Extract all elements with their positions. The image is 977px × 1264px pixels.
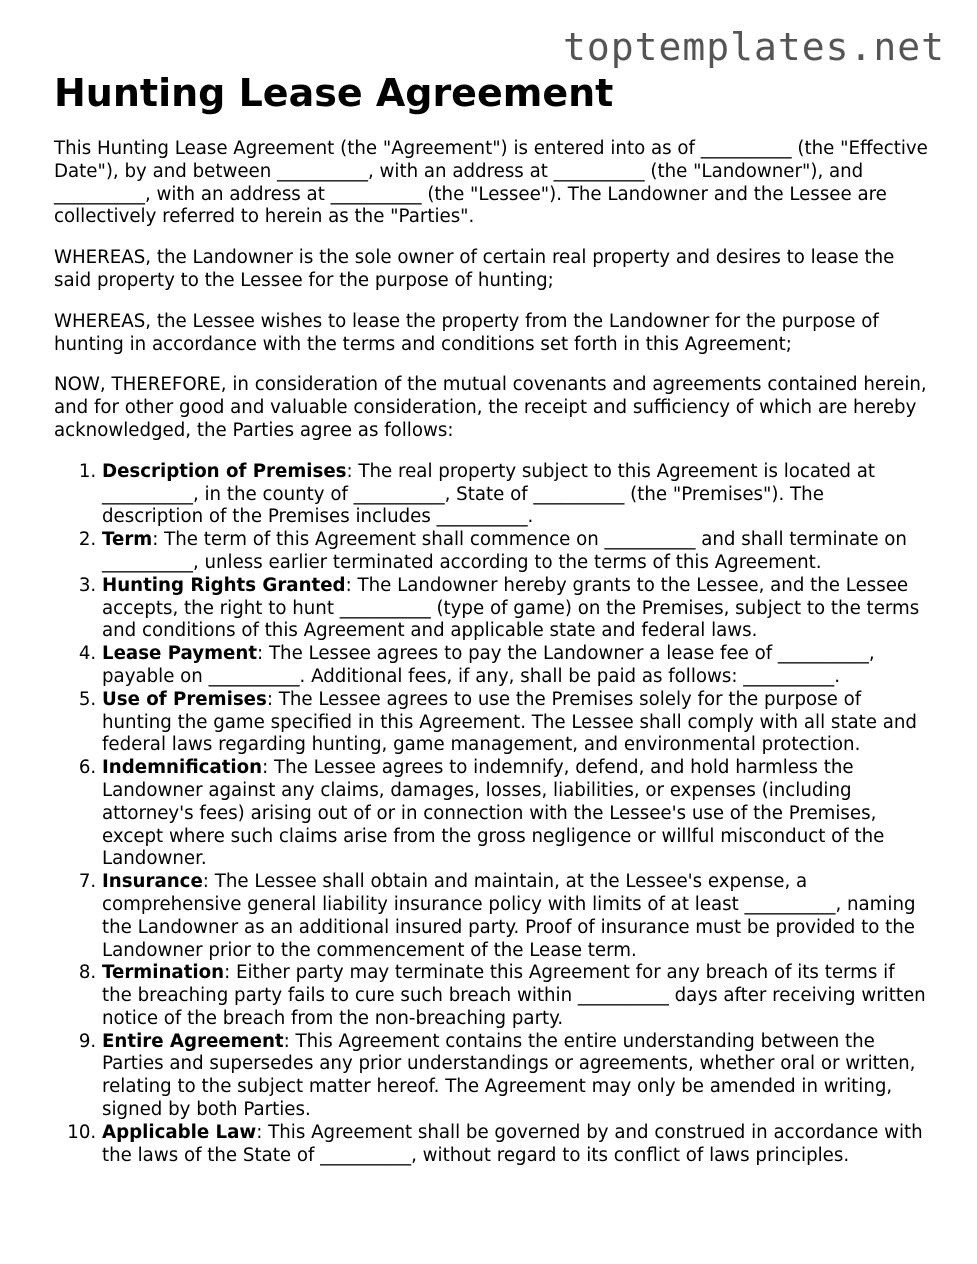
clause-item [102, 689, 930, 757]
clause-text: : This Agreement contains the entire understanding between the Parties and supersedes any prior understandings or agreements, whether oral or written, relating to the subject matter hereof. The Agreement may only be amended in writing, signed by both Parties. [102, 1030, 916, 1121]
clause-term: Indemnification [102, 757, 263, 779]
document-page [54, 70, 930, 1167]
clause-text: : The Lessee agrees to indemnify, defend, and hold harmless the Landowner against any claims, damages, losses, liabilities, or expenses (including attorney's fees) arising out of or in connection with the Lessee's use of the Premises, except where such claims arise from the gross negligence or willful misconduct of the Landowner. [102, 757, 885, 870]
clause-item [102, 461, 930, 529]
clause-item [102, 1031, 930, 1122]
clauses-list [54, 461, 930, 1168]
intro-paragraph: This Hunting Lease Agreement (the "Agreement") is entered into as of __________ (the "Effective Date"), by and between __________, with an address at __________ (the "Landowner"), and __________, with an address at __________ (the "Lessee"). The Landowner and the Lessee are collectively referred to herein as the "Parties". [54, 138, 928, 228]
clause-text: : The Lessee agrees to pay the Landowner a lease fee of __________, payable on __________. Additional fees, if any, shall be paid as follows: __________. [102, 643, 875, 687]
document-title: Hunting Lease Agreement [54, 71, 614, 115]
clause-term: Termination [102, 962, 225, 984]
clause-term: Use of Premises [102, 688, 267, 710]
clause-term: Lease Payment [102, 643, 258, 665]
clause-item [102, 1122, 930, 1168]
clause-item [102, 529, 930, 575]
clause-item [102, 871, 930, 962]
clause-term: Insurance [102, 871, 203, 893]
clause-term: Applicable Law [102, 1121, 257, 1143]
clause-item [102, 962, 930, 1030]
clause-item [102, 643, 930, 689]
clause-item [102, 757, 930, 871]
clause-text: : This Agreement shall be governed by and construed in accordance with the laws of the State of __________, without regard to its conflict of laws principles. [102, 1121, 923, 1166]
clause-item [102, 575, 930, 643]
now-therefore-paragraph: NOW, THEREFORE, in consideration of the mutual covenants and agreements contained herein, and for other good and valuable consideration, the receipt and sufficiency of which are hereby acknowledged, the Parties agree as follows: [54, 374, 927, 441]
clause-text: : The Lessee shall obtain and maintain, at the Lessee's expense, a comprehensive general liability insurance policy with limits of at least __________, naming the Landowner as an additional insured party. Proof of insurance must be provided to the Landowner prior to the commencement of the Lease term. [102, 871, 916, 961]
clause-term: Description of Premises [102, 460, 347, 482]
clause-text: : The Landowner hereby grants to the Lessee, and the Lessee accepts, the right to hunt __________ (type of game) on the Premises, subject to the terms and conditions of this Agreement and applicable state and federal laws. [102, 574, 920, 642]
clause-text: : The term of this Agreement shall commence on __________ and shall terminate on __________, unless earlier terminated according to the terms of this Agreement. [102, 529, 907, 573]
clause-text: : The real property subject to this Agreement is located at __________, in the county of __________, State of __________ (the "Premises"). The description of the Premises includes __________. [102, 460, 875, 528]
whereas-lessee-paragraph: WHEREAS, the Lessee wishes to lease the property from the Landowner for the purpose of hunting in accordance with the terms and conditions set forth in this Agreement; [54, 310, 879, 355]
clause-term: Entire Agreement [102, 1030, 284, 1052]
clause-text: : The Lessee agrees to use the Premises solely for the purpose of hunting the game specified in this Agreement. The Lessee shall comply with all state and federal laws regarding hunting, game management, and environmental protection. [102, 688, 917, 756]
whereas-landowner-paragraph: WHEREAS, the Landowner is the sole owner of certain real property and desires to lease the said property to the Lessee for the purpose of hunting; [54, 247, 895, 291]
clause-term: Hunting Rights Granted [102, 574, 346, 596]
watermark-text: toptemplates.net [562, 25, 945, 69]
clause-text: : Either party may terminate this Agreement for any breach of its terms if the breaching party fails to cure such breach within __________ days after receiving written notice of the breach from the non-breaching party. [102, 962, 926, 1029]
clause-term: Term [102, 529, 153, 551]
